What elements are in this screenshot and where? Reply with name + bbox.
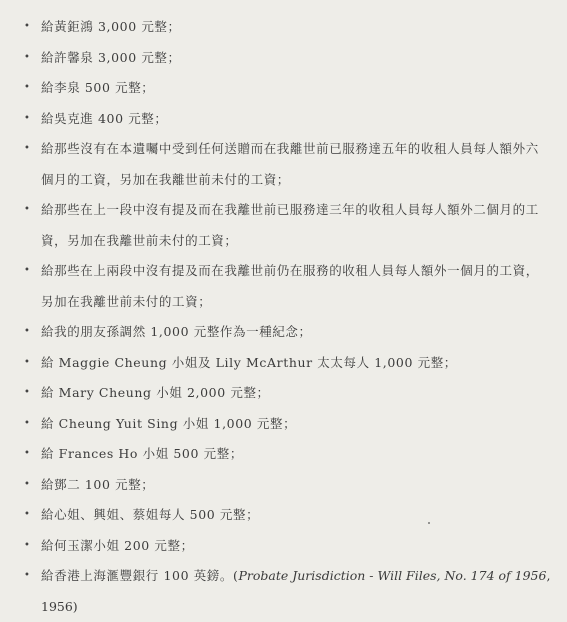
bequest-item-3: [22, 73, 551, 104]
bullet-icon: •: [24, 570, 31, 581]
bullet-icon: •: [24, 326, 31, 337]
bullet-icon: •: [24, 509, 31, 520]
bullet-icon: •: [24, 204, 31, 215]
bullet-icon: •: [24, 356, 31, 368]
bequest-item-11: [22, 409, 551, 440]
bequest-text: 給何玉潔小姐 200 元整；: [41, 537, 194, 553]
bequest-item-2: [22, 43, 551, 74]
bequest-text: 給香港上海滙豐銀行 100 英鎊。(: [41, 568, 239, 583]
bullet-icon: •: [24, 112, 31, 124]
bequest-text: 給 Cheung Yuit Sing 小姐 1,000 元整；: [41, 415, 297, 431]
bequest-item-6: [22, 195, 551, 256]
bullet-icon: •: [24, 387, 31, 398]
citation-year: , 1956): [41, 568, 551, 614]
bequest-text: 給黃鉅鴻 3,000 元整；: [41, 19, 181, 34]
bequest-item-14: [22, 500, 551, 531]
citation: Probate Jurisdiction - Will Files, No. 174 of 1956: [238, 568, 547, 583]
scan-speck: [428, 522, 430, 524]
bullet-icon: •: [24, 417, 31, 429]
bequest-item-8: [22, 317, 551, 348]
bequest-text: 給李泉 500 元整；: [41, 80, 155, 95]
bequest-item-4: [22, 104, 551, 135]
bullet-icon: •: [24, 21, 31, 32]
bullet-icon: •: [24, 478, 31, 490]
bullet-icon: •: [24, 82, 31, 93]
bequest-text: 給那些在上一段中沒有提及而在我離世前已服務達三年的收租人員每人額外二個月的工資，另加在我離世前未付的工資；: [41, 202, 539, 248]
bullet-icon: •: [24, 539, 31, 551]
bequest-item-9: [22, 348, 551, 379]
bequest-text: 給鄧二 100 元整；: [41, 476, 155, 492]
bequest-text: 給心姐、興姐、蔡姐每人 500 元整；: [41, 507, 260, 522]
bequest-item-5: [22, 134, 551, 195]
bequest-text: 給那些沒有在本遺囑中受到任何送贈而在我離世前已服務達五年的收租人員每人額外六個月的工資，另加在我離世前未付的工資；: [41, 141, 539, 187]
bullet-icon: •: [24, 51, 31, 63]
bullet-icon: •: [24, 143, 31, 154]
bequest-text: 給我的朋友孫調然 1,000 元整作為一種紀念；: [41, 324, 312, 339]
bequest-text: 給 Maggie Cheung 小姐及 Lily McArthur 太太每人 1,000 元整；: [41, 354, 457, 370]
bequest-item-13: [22, 470, 551, 501]
bequest-item-1: [22, 12, 551, 43]
bullet-icon: •: [24, 448, 31, 459]
bequest-item-16: [22, 561, 551, 622]
bequest-list: [22, 12, 551, 622]
bequest-item-15: [22, 531, 551, 562]
bullet-icon: •: [24, 265, 31, 276]
bequest-item-10: [22, 378, 551, 409]
bequest-text: 給 Frances Ho 小姐 500 元整；: [41, 446, 243, 461]
bequest-item-12: [22, 439, 551, 470]
bequest-text: 給 Mary Cheung 小姐 2,000 元整；: [41, 385, 270, 400]
bequest-text: 給許馨泉 3,000 元整；: [41, 49, 181, 65]
bequest-item-7: [22, 256, 551, 317]
bequest-text: 給那些在上兩段中沒有提及而在我離世前仍在服務的收租人員每人額外一個月的工資，另加在我離世前未付的工資；: [41, 263, 539, 309]
bequest-text: 給吳克進 400 元整；: [41, 110, 168, 126]
